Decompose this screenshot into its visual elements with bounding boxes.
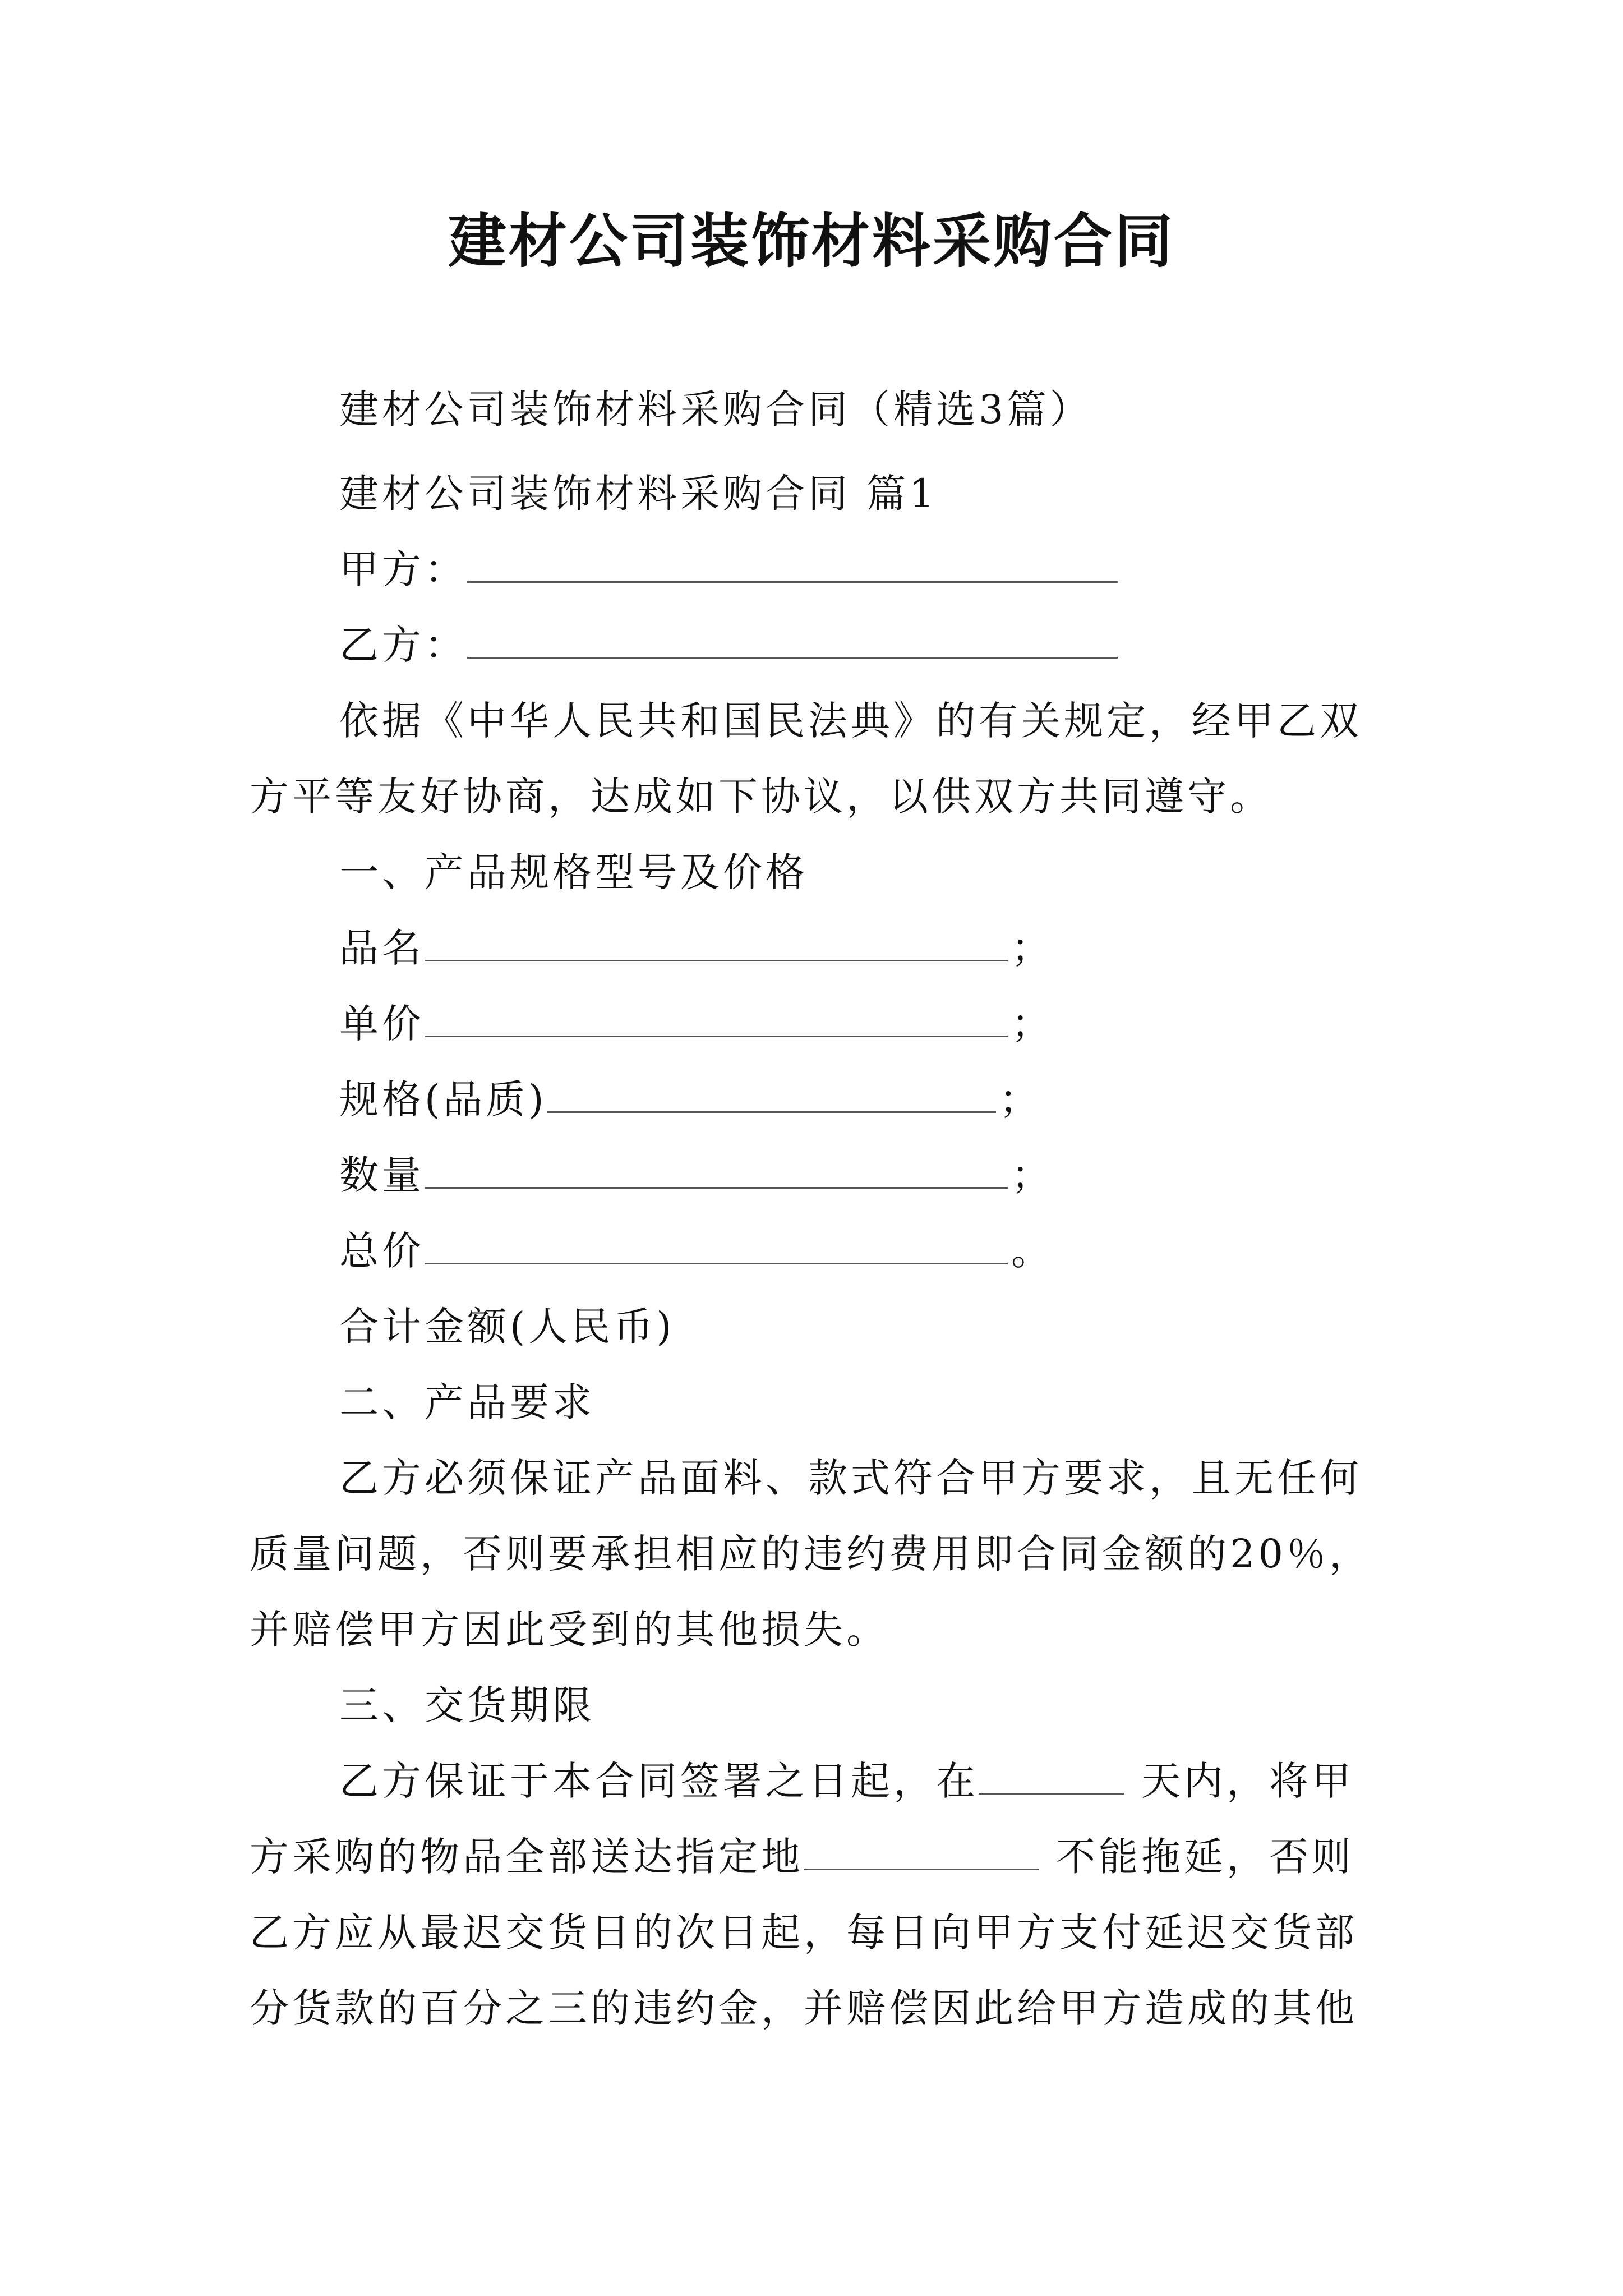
intro-line-2: 方平等友好协商，达成如下协议，以供双方共同遵守。 [250, 774, 1272, 820]
requirement-line-3: 并赔偿甲方因此受到的其他损失。 [250, 1607, 889, 1653]
intro-line-1: 依据《中华人民共和国民法典》的有关规定，经甲乙双 [339, 698, 1362, 744]
spec-label: 规格(品质) [339, 1076, 547, 1122]
total-row [339, 1223, 1054, 1279]
delivery-line-3: 乙方应从最迟交货日的次日起，每日向甲方支付延迟交货部 [250, 1910, 1358, 1955]
spec-blank [547, 1076, 996, 1113]
total-blank [425, 1228, 1008, 1264]
heading-1: 一、产品规格型号及价格 [339, 849, 808, 895]
location-blank [804, 1834, 1039, 1870]
requirement-line-1: 乙方必须保证产品面料、款式符合甲方要求，且无任何 [339, 1455, 1362, 1501]
semicolon: ； [999, 1076, 1042, 1122]
requirement-line-2: 质量问题，否则要承担相应的违约费用即合同金额的20％， [250, 1531, 1372, 1577]
delivery-line-1-end: 天内，将甲 [1141, 1758, 1354, 1804]
delivery-line-2-end: 不能拖延，否则 [1056, 1834, 1354, 1880]
page-title: 建材公司装饰材料采购合同 [448, 206, 1175, 275]
delivery-line-2-start: 方采购的物品全部送达指定地 [250, 1834, 804, 1880]
semicolon: ； [1011, 1152, 1054, 1198]
semicolon: ； [1011, 925, 1054, 971]
product-name-label: 品名 [339, 925, 425, 971]
total-label: 总价 [339, 1228, 425, 1274]
party-b-row [339, 617, 1121, 673]
party-b-label: 乙方： [339, 622, 467, 668]
section-title: 建材公司装饰材料采购合同 篇1 [339, 471, 938, 517]
party-b-blank [467, 622, 1118, 659]
unit-price-row [339, 996, 1054, 1052]
party-a-label: 甲方： [339, 546, 467, 592]
quantity-blank [425, 1152, 1008, 1189]
product-name-row [339, 920, 1054, 976]
quantity-row [339, 1147, 1054, 1203]
delivery-line-1 [339, 1753, 1354, 1809]
spec-row [339, 1071, 1042, 1128]
total-amount-label: 合计金额(人民币) [339, 1304, 675, 1350]
party-a-blank [467, 546, 1118, 583]
party-a-row [339, 541, 1121, 597]
days-blank [979, 1758, 1124, 1795]
period: 。 [1011, 1228, 1054, 1274]
semicolon: ； [1011, 1001, 1054, 1047]
heading-2: 二、产品要求 [339, 1379, 595, 1425]
product-name-blank [425, 925, 1008, 961]
subtitle: 建材公司装饰材料采购合同（精选3篇） [339, 386, 1092, 432]
delivery-line-2 [250, 1829, 1354, 1885]
heading-3: 三、交货期限 [339, 1682, 595, 1728]
unit-price-blank [425, 1001, 1008, 1037]
quantity-label: 数量 [339, 1152, 425, 1198]
delivery-line-1-start: 乙方保证于本合同签署之日起，在 [339, 1758, 979, 1804]
delivery-line-4: 分货款的百分之三的违约金，并赔偿因此给甲方造成的其他 [250, 1985, 1358, 2031]
unit-price-label: 单价 [339, 1001, 425, 1047]
